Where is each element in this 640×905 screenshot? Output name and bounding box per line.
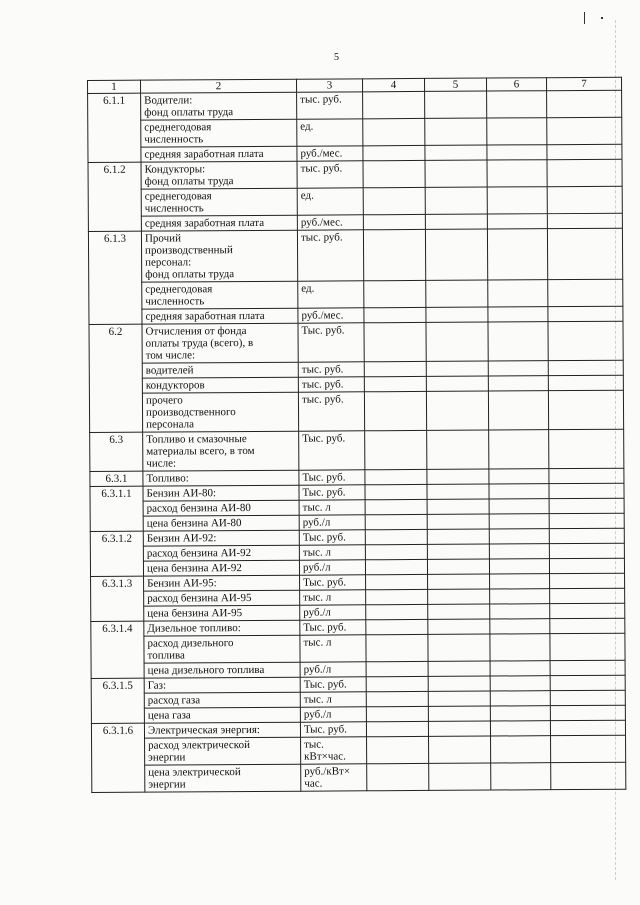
- table-row: [89, 321, 623, 363]
- value-cell: [363, 160, 425, 187]
- item-name: цена бензина АИ-95: [144, 605, 300, 621]
- item-unit: тыс. руб.: [297, 161, 363, 188]
- value-cell: [429, 763, 491, 790]
- value-cell: [427, 529, 489, 544]
- value-cell: [426, 280, 488, 307]
- value-cell: [428, 604, 490, 619]
- value-cell: [487, 187, 547, 214]
- item-name: кондукторов: [142, 377, 298, 393]
- item-name: Дизельное топливо:: [144, 620, 300, 636]
- item-name: расход бензина АИ-95: [144, 590, 300, 606]
- value-cell: [427, 469, 489, 484]
- scan-speck: [584, 12, 585, 24]
- item-unit: Тыс. руб.: [299, 431, 365, 470]
- item-name: Отчисления от фонда оплаты труда (всего), в том числе:: [142, 323, 298, 363]
- item-name: водителей: [142, 362, 298, 378]
- value-cell: [489, 559, 549, 574]
- value-cell: [426, 391, 488, 430]
- value-cell: [425, 118, 487, 145]
- item-name: цена электрической энергии: [145, 764, 301, 792]
- value-cell: [547, 90, 622, 117]
- value-cell: [426, 376, 488, 391]
- item-unit: тыс. руб.: [297, 230, 363, 281]
- item-name: расход газа: [144, 692, 300, 708]
- item-unit: руб./мес.: [297, 146, 363, 161]
- item-unit: Тыс. руб.: [300, 677, 366, 692]
- column-number: 3: [296, 79, 362, 92]
- item-unit: руб./л: [299, 515, 365, 530]
- item-unit: ед.: [297, 188, 363, 215]
- value-cell: [425, 214, 487, 229]
- report-table: [87, 77, 626, 793]
- item-name: расход бензина АИ-92: [143, 545, 299, 561]
- value-cell: [550, 588, 625, 603]
- value-cell: [365, 559, 427, 574]
- value-cell: [490, 676, 550, 691]
- item-name: расход дизельного топлива: [144, 635, 300, 663]
- value-cell: [366, 619, 428, 634]
- value-cell: [550, 705, 625, 720]
- value-cell: [427, 430, 489, 469]
- value-cell: [490, 706, 550, 721]
- column-number: 5: [424, 78, 486, 91]
- item-unit: тыс. кВт×час.: [301, 737, 367, 764]
- value-cell: [487, 160, 547, 187]
- value-cell: [550, 720, 625, 735]
- value-cell: [487, 91, 547, 118]
- item-number: 6.2: [89, 324, 143, 432]
- value-cell: [551, 762, 626, 789]
- item-name: расход электрической энергии: [145, 737, 301, 765]
- table-row: [88, 90, 622, 120]
- item-name: средняя заработная плата: [141, 146, 297, 162]
- item-unit: тыс. руб.: [298, 362, 364, 377]
- item-unit: ед.: [297, 119, 363, 146]
- item-number: 6.3.1.2: [90, 531, 143, 576]
- value-cell: [488, 307, 548, 322]
- value-cell: [487, 118, 547, 145]
- table-row: [88, 117, 622, 147]
- value-cell: [488, 280, 548, 307]
- value-cell: [363, 118, 425, 145]
- item-unit: Тыс. руб.: [299, 470, 365, 485]
- value-cell: [551, 735, 626, 762]
- value-cell: [490, 721, 550, 736]
- value-cell: [364, 307, 426, 322]
- value-cell: [367, 736, 429, 763]
- value-cell: [366, 574, 428, 589]
- column-number: 4: [362, 78, 424, 91]
- value-cell: [363, 229, 425, 280]
- item-unit: руб./л: [300, 662, 366, 677]
- value-cell: [549, 543, 624, 558]
- value-cell: [490, 604, 550, 619]
- value-cell: [428, 661, 490, 676]
- value-cell: [550, 633, 625, 660]
- table-row: [90, 429, 624, 471]
- value-cell: [366, 706, 428, 721]
- value-cell: [428, 574, 490, 589]
- item-unit: Тыс. руб.: [299, 485, 365, 500]
- value-cell: [366, 634, 428, 661]
- column-number: 6: [486, 78, 546, 91]
- value-cell: [550, 603, 625, 618]
- item-name: Топливо:: [143, 470, 299, 486]
- item-number: 6.1.2: [88, 162, 141, 231]
- value-cell: [365, 544, 427, 559]
- item-unit: тыс. руб.: [297, 92, 363, 119]
- table-row: [89, 390, 623, 432]
- value-cell: [549, 558, 624, 573]
- item-unit: ед.: [298, 281, 364, 308]
- page-number: 5: [334, 52, 339, 63]
- value-cell: [489, 484, 549, 499]
- value-cell: [547, 144, 622, 159]
- value-cell: [489, 544, 549, 559]
- value-cell: [427, 559, 489, 574]
- table-row: [88, 159, 622, 189]
- value-cell: [549, 483, 624, 498]
- value-cell: [549, 513, 624, 528]
- value-cell: [425, 229, 487, 280]
- value-cell: [489, 529, 549, 544]
- item-unit: Тыс. руб.: [298, 323, 364, 362]
- item-number: 6.3.1: [90, 471, 143, 486]
- item-name: средняя заработная плата: [141, 215, 297, 231]
- value-cell: [549, 429, 624, 468]
- table-row: [92, 762, 626, 792]
- value-cell: [427, 484, 489, 499]
- value-cell: [490, 634, 550, 661]
- value-cell: [363, 214, 425, 229]
- value-cell: [548, 279, 623, 306]
- value-cell: [365, 529, 427, 544]
- value-cell: [366, 604, 428, 619]
- value-cell: [365, 514, 427, 529]
- value-cell: [548, 360, 623, 375]
- item-unit: руб./л: [299, 560, 365, 575]
- value-cell: [489, 430, 549, 469]
- value-cell: [490, 589, 550, 604]
- item-unit: Тыс. руб.: [300, 620, 366, 635]
- value-cell: [429, 736, 491, 763]
- item-name: Бензин АИ-95:: [144, 575, 300, 591]
- value-cell: [487, 229, 547, 280]
- item-unit: руб./л: [300, 605, 366, 620]
- value-cell: [547, 213, 622, 228]
- item-name: цена бензина АИ-80: [143, 515, 299, 531]
- value-cell: [366, 691, 428, 706]
- value-cell: [427, 499, 489, 514]
- value-cell: [547, 159, 622, 186]
- item-name: расход бензина АИ-80: [143, 500, 299, 516]
- value-cell: [425, 145, 487, 160]
- item-number: 6.3.1.3: [91, 576, 144, 621]
- item-unit: руб./мес.: [297, 215, 363, 230]
- value-cell: [364, 361, 426, 376]
- item-unit: Тыс. руб.: [299, 530, 365, 545]
- value-cell: [365, 469, 427, 484]
- value-cell: [548, 306, 623, 321]
- item-number: 6.3: [90, 432, 143, 471]
- value-cell: [365, 484, 427, 499]
- value-cell: [366, 676, 428, 691]
- value-cell: [428, 706, 490, 721]
- item-name: среднегодовая численность: [142, 281, 298, 309]
- item-unit: тыс. л: [300, 635, 366, 662]
- value-cell: [550, 660, 625, 675]
- item-name: цена бензина АИ-92: [143, 560, 299, 576]
- value-cell: [425, 91, 487, 118]
- item-name: Бензин АИ-92:: [143, 530, 299, 546]
- value-cell: [550, 690, 625, 705]
- item-number: 6.3.1.6: [91, 723, 144, 792]
- table-row: [88, 228, 622, 282]
- value-cell: [365, 430, 427, 469]
- report-table-body: [88, 77, 626, 792]
- value-cell: [366, 721, 428, 736]
- value-cell: [488, 391, 548, 430]
- item-number: 6.3.1.4: [91, 621, 144, 678]
- value-cell: [490, 661, 550, 676]
- item-number: 6.3.1.5: [91, 678, 144, 723]
- value-cell: [489, 469, 549, 484]
- item-name: прочего производственного персонала: [142, 392, 298, 432]
- item-name: Топливо и смазочные материалы всего, в том числе:: [143, 431, 299, 471]
- item-unit: тыс. руб.: [298, 377, 364, 392]
- value-cell: [491, 736, 551, 763]
- value-cell: [427, 544, 489, 559]
- item-name: Газ:: [144, 677, 300, 693]
- value-cell: [363, 145, 425, 160]
- value-cell: [426, 361, 488, 376]
- value-cell: [366, 661, 428, 676]
- item-unit: тыс. л: [299, 545, 365, 560]
- value-cell: [364, 391, 426, 430]
- value-cell: [488, 376, 548, 391]
- value-cell: [548, 375, 623, 390]
- value-cell: [549, 498, 624, 513]
- value-cell: [550, 573, 625, 588]
- value-cell: [364, 376, 426, 391]
- item-name: цена газа: [144, 707, 300, 723]
- value-cell: [549, 528, 624, 543]
- value-cell: [425, 160, 487, 187]
- value-cell: [550, 675, 625, 690]
- item-name: Бензин АИ-80:: [143, 485, 299, 501]
- value-cell: [428, 634, 490, 661]
- value-cell: [490, 691, 550, 706]
- value-cell: [488, 361, 548, 376]
- item-name: среднегодовая численность: [141, 119, 297, 147]
- table-row: [89, 279, 623, 309]
- value-cell: [428, 589, 490, 604]
- value-cell: [426, 307, 488, 322]
- value-cell: [491, 763, 551, 790]
- value-cell: [425, 187, 487, 214]
- item-name: Кондукторы: фонд оплаты труда: [141, 161, 297, 189]
- value-cell: [488, 322, 548, 361]
- table-row: [92, 735, 626, 765]
- value-cell: [489, 499, 549, 514]
- item-unit: тыс. л: [300, 692, 366, 707]
- value-cell: [364, 280, 426, 307]
- value-cell: [547, 186, 622, 213]
- item-number: 6.1.1: [88, 93, 141, 162]
- value-cell: [363, 91, 425, 118]
- item-unit: тыс. л: [299, 500, 365, 515]
- item-unit: Тыс. руб.: [300, 722, 366, 737]
- item-name: Водители: фонд оплаты труда: [141, 92, 297, 120]
- value-cell: [428, 676, 490, 691]
- scan-speck: [601, 17, 603, 19]
- value-cell: [548, 321, 623, 360]
- table-row: [88, 186, 622, 216]
- item-unit: руб./кВт× час.: [301, 764, 367, 791]
- value-cell: [548, 390, 623, 429]
- item-name: средняя заработная плата: [142, 308, 298, 324]
- value-cell: [550, 618, 625, 633]
- value-cell: [487, 145, 547, 160]
- item-name: Прочий производственный персонал: фонд оплаты труда: [141, 230, 297, 282]
- column-number: 1: [88, 80, 141, 93]
- value-cell: [426, 322, 488, 361]
- item-number: 6.1.3: [88, 231, 142, 324]
- item-unit: Тыс. руб.: [300, 575, 366, 590]
- item-unit: руб./мес.: [298, 308, 364, 323]
- value-cell: [547, 117, 622, 144]
- item-unit: тыс. руб.: [298, 392, 364, 431]
- item-unit: руб./л: [300, 707, 366, 722]
- value-cell: [366, 589, 428, 604]
- item-name: цена дизельного топлива: [144, 662, 300, 678]
- value-cell: [428, 721, 490, 736]
- item-unit: тыс. л: [300, 590, 366, 605]
- column-number: 2: [141, 79, 297, 93]
- value-cell: [549, 468, 624, 483]
- value-cell: [367, 763, 429, 790]
- value-cell: [365, 499, 427, 514]
- value-cell: [490, 574, 550, 589]
- value-cell: [487, 214, 547, 229]
- value-cell: [363, 187, 425, 214]
- item-number: 6.3.1.1: [90, 486, 143, 531]
- value-cell: [427, 514, 489, 529]
- value-cell: [489, 514, 549, 529]
- value-cell: [364, 322, 426, 361]
- item-name: среднегодовая численность: [141, 188, 297, 216]
- item-name: Электрическая энергия:: [144, 722, 300, 738]
- value-cell: [490, 619, 550, 634]
- table-row: [91, 633, 625, 663]
- value-cell: [547, 228, 622, 279]
- value-cell: [428, 691, 490, 706]
- column-number: 7: [546, 77, 621, 90]
- value-cell: [428, 619, 490, 634]
